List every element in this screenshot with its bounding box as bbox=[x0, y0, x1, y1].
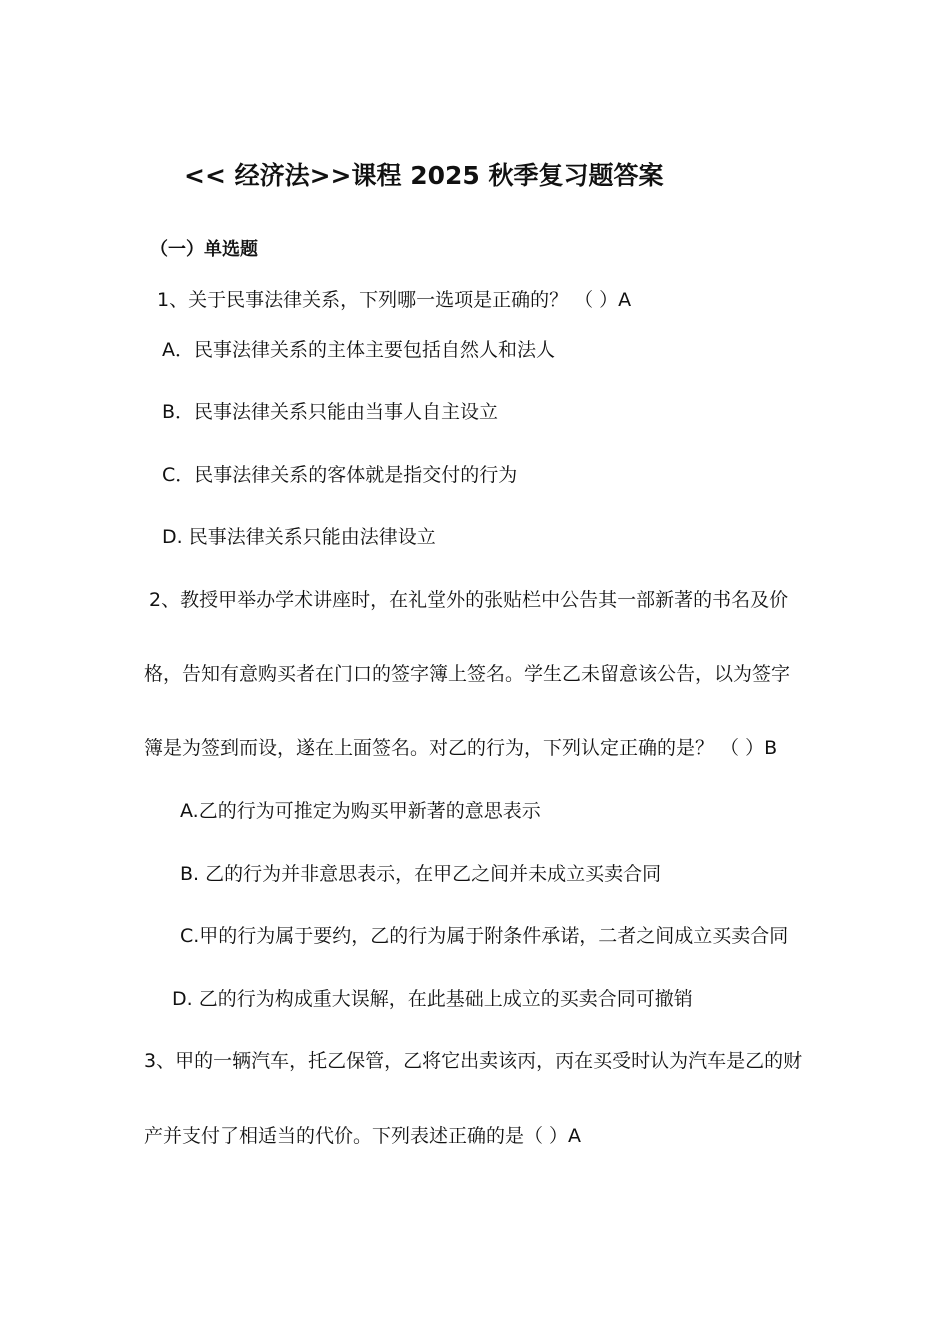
question-2-option-d: D. 乙的行为构成重大误解，在此基础上成立的买卖合同可撤销 bbox=[172, 988, 693, 1010]
question-2-stem-line-3: 簿是为签到而设，遂在上面签名。对乙的行为，下列认定正确的是？ （ ）B bbox=[144, 737, 778, 759]
question-2-stem-line-2: 格，告知有意购买者在门口的签字簿上签名。学生乙未留意该公告，以为签字 bbox=[144, 663, 791, 685]
question-1-stem: 1、关于民事法律关系，下列哪一选项是正确的？ （ ）A bbox=[157, 289, 632, 311]
question-1-option-b: B．民事法律关系只能由当事人自主设立 bbox=[162, 401, 499, 423]
document-title: << 经济法>>课程 2025 秋季复习题答案 bbox=[184, 161, 664, 190]
question-2-option-c: C.甲的行为属于要约，乙的行为属于附条件承诺，二者之间成立买卖合同 bbox=[180, 925, 789, 947]
question-1-option-d: D. 民事法律关系只能由法律设立 bbox=[162, 526, 436, 548]
question-1-option-a: A．民事法律关系的主体主要包括自然人和法人 bbox=[162, 339, 555, 361]
question-1-option-c: C．民事法律关系的客体就是指交付的行为 bbox=[162, 464, 518, 486]
question-3-stem-line-2: 产并支付了相适当的代价。下列表述正确的是（ ）A bbox=[144, 1125, 582, 1147]
question-2-option-b: B. 乙的行为并非意思表示，在甲乙之间并未成立买卖合同 bbox=[180, 863, 662, 885]
question-2-stem-line-1: 2、教授甲举办学术讲座时，在礼堂外的张贴栏中公告其一部新著的书名及价 bbox=[149, 589, 789, 611]
question-3-stem-line-1: 3、甲的一辆汽车，托乙保管，乙将它出卖该丙，丙在买受时认为汽车是乙的财 bbox=[144, 1050, 803, 1072]
question-2-option-a: A.乙的行为可推定为购买甲新著的意思表示 bbox=[180, 800, 541, 822]
section-heading: （一）单选题 bbox=[150, 239, 258, 260]
